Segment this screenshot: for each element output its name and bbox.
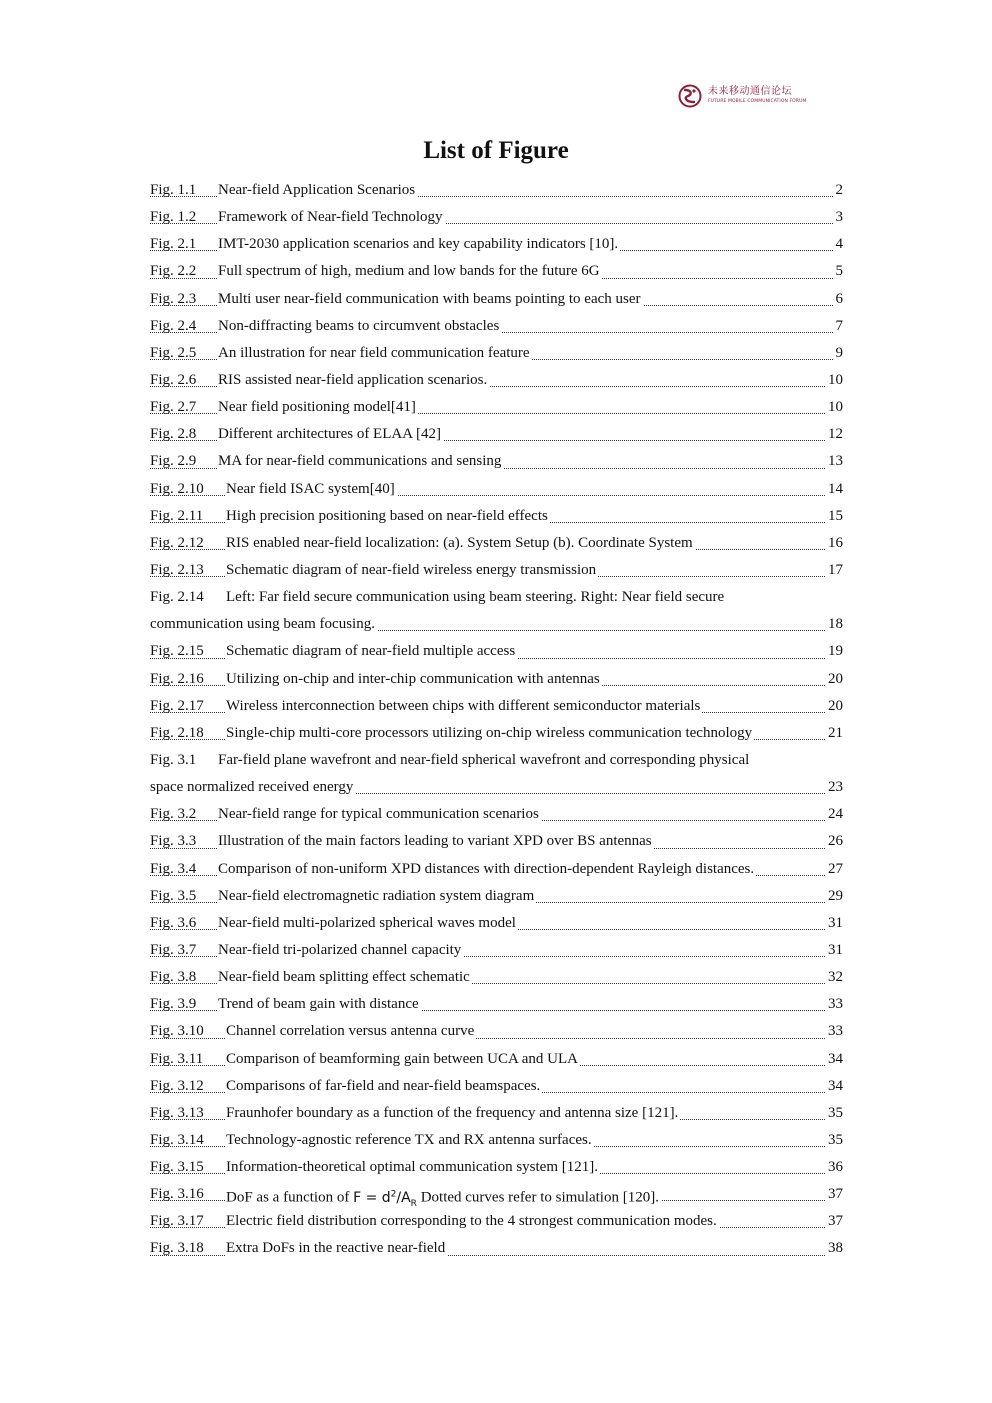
- page-number: 17: [826, 557, 843, 584]
- figure-caption: Near-field tri-polarized channel capacity: [218, 937, 463, 964]
- figure-number: Fig. 3.4: [150, 856, 198, 883]
- figure-number: Fig. 2.5: [150, 340, 198, 367]
- figure-caption-continued: communication using beam focusing.: [150, 611, 377, 638]
- page-number: 36: [826, 1154, 843, 1181]
- page-number: 13: [826, 448, 843, 475]
- figure-caption: Extra DoFs in the reactive near-field: [226, 1235, 447, 1262]
- figure-number: Fig. 3.6: [150, 910, 198, 937]
- figure-number: Fig. 2.7: [150, 394, 198, 421]
- figure-number: Fig. 2.8: [150, 421, 198, 448]
- figure-number: Fig. 2.9: [150, 448, 198, 475]
- toc-entry[interactable]: [150, 1018, 843, 1045]
- figure-caption: IMT-2030 application scenarios and key capability indicators [10].: [218, 231, 620, 258]
- figure-caption: Far-field plane wavefront and near-field spherical wavefront and corresponding physical: [218, 747, 751, 774]
- toc-entry[interactable]: [150, 340, 843, 367]
- figure-caption: Near field ISAC system[40]: [226, 476, 397, 503]
- figure-caption: Wireless interconnection between chips with different semiconductor materials: [226, 693, 702, 720]
- figure-number: Fig. 3.7: [150, 937, 198, 964]
- figure-number: Fig. 3.13: [150, 1100, 206, 1127]
- toc-entry[interactable]: [150, 584, 843, 611]
- page-number: 16: [826, 530, 843, 557]
- figure-number: Fig. 2.1: [150, 231, 198, 258]
- page-number: 7: [834, 313, 844, 340]
- page-number: 6: [834, 286, 844, 313]
- figure-caption: An illustration for near field communication feature: [218, 340, 532, 367]
- page-number: 33: [826, 1018, 843, 1045]
- toc-entry[interactable]: [150, 1154, 843, 1181]
- figure-number: Fig. 3.1: [150, 747, 198, 774]
- figure-caption: MA for near-field communications and sensing: [218, 448, 503, 475]
- toc-entry[interactable]: [150, 231, 843, 258]
- page-number: 20: [826, 666, 843, 693]
- figure-caption: RIS enabled near-field localization: (a). System Setup (b). Coordinate System: [226, 530, 695, 557]
- figure-number: Fig. 3.2: [150, 801, 198, 828]
- page-number: 14: [826, 476, 843, 503]
- toc-entry[interactable]: [150, 476, 843, 503]
- toc-entry[interactable]: [150, 367, 843, 394]
- toc-entry[interactable]: [150, 693, 843, 720]
- toc-entry[interactable]: [150, 1127, 843, 1154]
- toc-entry[interactable]: [150, 801, 843, 828]
- page-number: 31: [826, 937, 843, 964]
- figure-caption: Technology-agnostic reference TX and RX antenna surfaces.: [226, 1127, 594, 1154]
- figure-number: Fig. 2.17: [150, 693, 206, 720]
- figure-number: Fig. 2.6: [150, 367, 198, 394]
- toc-entry[interactable]: [150, 286, 843, 313]
- page-number: 18: [826, 611, 843, 638]
- toc-entry[interactable]: [150, 910, 843, 937]
- page-number: 38: [826, 1235, 843, 1262]
- figure-caption: Framework of Near-field Technology: [218, 204, 445, 231]
- page-number: 3: [834, 204, 844, 231]
- figure-number: Fig. 2.11: [150, 503, 205, 530]
- toc-entry[interactable]: [150, 638, 843, 665]
- page-number: 21: [826, 720, 843, 747]
- page-number: 34: [826, 1073, 843, 1100]
- toc-entry[interactable]: [150, 258, 843, 285]
- figure-number: Fig. 1.2: [150, 204, 198, 231]
- figure-caption: Comparisons of far-field and near-field beamspaces.: [226, 1073, 542, 1100]
- figure-caption: Trend of beam gain with distance: [218, 991, 421, 1018]
- toc-entry-continuation[interactable]: [150, 611, 843, 638]
- toc-entry[interactable]: [150, 1100, 843, 1127]
- toc-entry[interactable]: [150, 937, 843, 964]
- page-number: 32: [826, 964, 843, 991]
- toc-entry[interactable]: [150, 557, 843, 584]
- toc-entry[interactable]: [150, 1046, 843, 1073]
- figure-caption: High precision positioning based on near-field effects: [226, 503, 550, 530]
- page-number: 10: [826, 394, 843, 421]
- figure-number: Fig. 2.14: [150, 584, 206, 611]
- figure-caption: Different architectures of ELAA [42]: [218, 421, 443, 448]
- figure-caption: Channel correlation versus antenna curve: [226, 1018, 476, 1045]
- figure-number: Fig. 2.4: [150, 313, 198, 340]
- figure-number: Fig. 2.16: [150, 666, 206, 693]
- figure-number: Fig. 3.17: [150, 1208, 206, 1235]
- page-number: 23: [826, 774, 843, 801]
- page-title: List of Figure: [423, 137, 569, 164]
- page-number: 19: [826, 638, 843, 665]
- figure-caption: Comparison of non-uniform XPD distances with direction-dependent Rayleigh distances.: [218, 856, 756, 883]
- toc-entry[interactable]: [150, 1235, 843, 1262]
- figure-caption: Electric field distribution corresponding to the 4 strongest communication modes.: [226, 1208, 719, 1235]
- figure-number: Fig. 3.10: [150, 1018, 206, 1045]
- page-number: 26: [826, 828, 843, 855]
- figure-caption: Schematic diagram of near-field multiple access: [226, 638, 517, 665]
- page-number: 4: [834, 231, 844, 258]
- toc-entry[interactable]: [150, 448, 843, 475]
- page-number: 12: [826, 421, 843, 448]
- figure-number: Fig. 3.5: [150, 883, 198, 910]
- page-number: 24: [826, 801, 843, 828]
- page-number: 5: [834, 258, 844, 285]
- figure-caption-continued: space normalized received energy: [150, 774, 355, 801]
- list-of-figures: [150, 177, 843, 1263]
- toc-entry[interactable]: [150, 1181, 843, 1208]
- toc-entry[interactable]: [150, 747, 843, 774]
- figure-number: Fig. 3.11: [150, 1046, 205, 1073]
- caption-formula: $F = d^2/A_R$: [353, 1189, 417, 1209]
- toc-entry[interactable]: [150, 720, 843, 747]
- toc-entry[interactable]: [150, 1073, 843, 1100]
- toc-entry[interactable]: [150, 828, 843, 855]
- logo-english-name: FUTURE MOBILE COMMUNICATION FORUM: [708, 99, 807, 105]
- page-number: 27: [826, 856, 843, 883]
- toc-entry[interactable]: [150, 421, 843, 448]
- page-number: 31: [826, 910, 843, 937]
- figure-caption: Non-diffracting beams to circumvent obstacles: [218, 313, 501, 340]
- figure-number: Fig. 3.12: [150, 1073, 206, 1100]
- page-number: 20: [826, 693, 843, 720]
- figure-caption: Near-field electromagnetic radiation system diagram: [218, 883, 536, 910]
- toc-entry[interactable]: [150, 883, 843, 910]
- figure-caption: Near field positioning model[41]: [218, 394, 418, 421]
- figure-number: Fig. 1.1: [150, 177, 198, 204]
- figure-caption: Illustration of the main factors leading to variant XPD over BS antennas: [218, 828, 654, 855]
- page-number: 35: [826, 1127, 843, 1154]
- toc-entry[interactable]: [150, 177, 843, 204]
- page-number: 2: [834, 177, 844, 204]
- figure-caption: Near-field multi-polarized spherical waves model: [218, 910, 518, 937]
- page-number: 35: [826, 1100, 843, 1127]
- figure-caption: Schematic diagram of near-field wireless energy transmission: [226, 557, 598, 584]
- figure-number: Fig. 3.16: [150, 1181, 206, 1208]
- figure-caption: Single-chip multi-core processors utilizing on-chip wireless communication technology: [226, 720, 754, 747]
- toc-entry[interactable]: [150, 530, 843, 557]
- page-number: 15: [826, 503, 843, 530]
- page-number: 9: [834, 340, 844, 367]
- caption-text: DoF as a function of: [226, 1189, 354, 1206]
- figure-number: Fig. 2.2: [150, 258, 198, 285]
- figure-caption: Near-field Application Scenarios: [218, 177, 417, 204]
- figure-caption: Comparison of beamforming gain between UCA and ULA: [226, 1046, 580, 1073]
- figure-number: Fig. 2.3: [150, 286, 198, 313]
- forum-logo-icon: [678, 84, 702, 108]
- logo-chinese-name: 未来移动通信论坛: [708, 86, 792, 98]
- figure-number: Fig. 3.14: [150, 1127, 206, 1154]
- page-number: 37: [826, 1208, 843, 1235]
- figure-number: Fig. 3.18: [150, 1235, 206, 1262]
- toc-entry[interactable]: [150, 964, 843, 991]
- toc-entry[interactable]: [150, 313, 843, 340]
- page-number: 34: [826, 1046, 843, 1073]
- figure-number: Fig. 3.15: [150, 1154, 206, 1181]
- figure-number: Fig. 2.13: [150, 557, 206, 584]
- page-number: 29: [826, 883, 843, 910]
- figure-caption: RIS assisted near-field application scenarios.: [218, 367, 489, 394]
- toc-entry[interactable]: [150, 856, 843, 883]
- toc-entry[interactable]: [150, 503, 843, 530]
- figure-number: Fig. 3.3: [150, 828, 198, 855]
- figure-caption: Fraunhofer boundary as a function of the frequency and antenna size [121].: [226, 1100, 680, 1127]
- figure-number: Fig. 3.9: [150, 991, 198, 1018]
- toc-entry[interactable]: [150, 1208, 843, 1235]
- figure-number: Fig. 2.10: [150, 476, 206, 503]
- forum-logo: [678, 82, 823, 110]
- page-number: 33: [826, 991, 843, 1018]
- page-number: 10: [826, 367, 843, 394]
- page-number: 37: [826, 1181, 843, 1208]
- figure-caption: Information-theoretical optimal communication system [121].: [226, 1154, 600, 1181]
- toc-entry-continuation[interactable]: [150, 774, 843, 801]
- caption-text: Dotted curves refer to simulation [120].: [416, 1189, 659, 1206]
- figure-caption: Utilizing on-chip and inter-chip communication with antennas: [226, 666, 602, 693]
- figure-caption: Multi user near-field communication with beams pointing to each user: [218, 286, 643, 313]
- logo-text: [708, 87, 806, 105]
- toc-entry[interactable]: [150, 991, 843, 1018]
- toc-entry[interactable]: [150, 666, 843, 693]
- figure-caption: Left: Far field secure communication using beam steering. Right: Near field secure: [226, 584, 726, 611]
- figure-caption: Full spectrum of high, medium and low bands for the future 6G: [218, 258, 602, 285]
- figure-caption: Near-field range for typical communication scenarios: [218, 801, 541, 828]
- figure-caption: Near-field beam splitting effect schematic: [218, 964, 472, 991]
- figure-number: Fig. 3.8: [150, 964, 198, 991]
- figure-number: Fig. 2.15: [150, 638, 206, 665]
- toc-entry[interactable]: [150, 204, 843, 231]
- figure-number: Fig. 2.12: [150, 530, 206, 557]
- toc-entry[interactable]: [150, 394, 843, 421]
- figure-number: Fig. 2.18: [150, 720, 206, 747]
